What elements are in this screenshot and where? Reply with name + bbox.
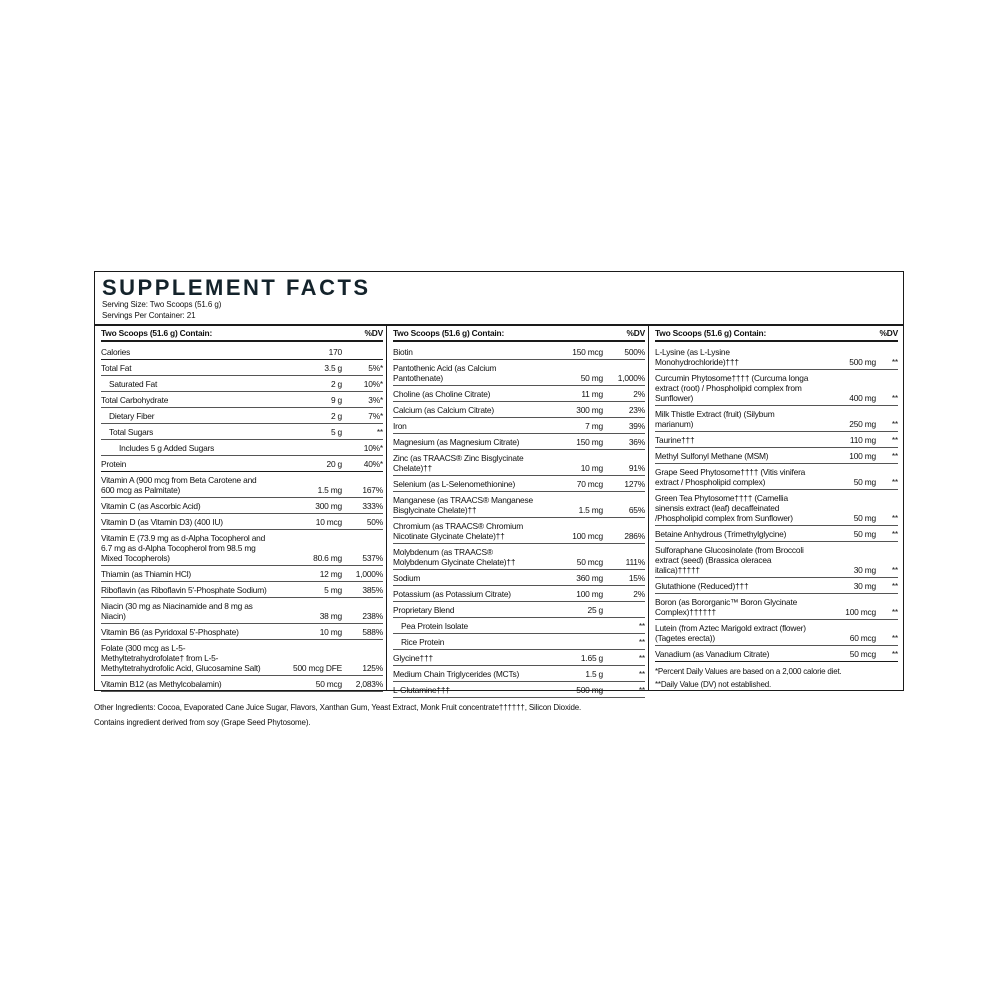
nutrient-name: Pea Protein Isolate	[401, 621, 468, 631]
nutrient-name: Boron (as Bororganic™ Boron Glycinate Complex)††††††	[655, 597, 798, 617]
nutrient-name: Sodium	[393, 573, 421, 583]
nutrient-daily-value: 15%	[628, 573, 645, 583]
footnote: *Percent Daily Values are based on a 2,000 calorie diet.	[655, 667, 842, 676]
nutrient-row	[393, 386, 645, 402]
nutrient-name: Niacin (30 mg as Niacinamide and 8 mg as Niacin)	[101, 601, 253, 621]
nutrient-daily-value: 36%	[628, 437, 645, 447]
nutrient-amount: 1.5 g	[585, 669, 603, 679]
nutrient-amount: 80.6 mg	[313, 553, 342, 563]
nutrient-row	[101, 440, 383, 456]
nutrient-name: Folate (300 mcg as L-5-Methyltetrahydrofolate† from L-5-Methyltetrahydrofolic Acid, Glucosamine Salt)	[101, 643, 261, 673]
column-header-label: Two Scoops (51.6 g) Contain:	[393, 327, 505, 338]
nutrient-name: Glycine†††	[393, 653, 433, 663]
nutrient-daily-value: 2%	[633, 589, 645, 599]
nutrient-row	[101, 624, 383, 640]
nutrient-amount: 3.5 g	[324, 363, 342, 373]
nutrient-row	[101, 472, 383, 498]
nutrient-name: Betaine Anhydrous (Trimethylglycine)	[655, 529, 787, 539]
nutrient-name: Milk Thistle Extract (fruit) (Silybum marianum)	[655, 409, 775, 429]
nutrient-amount: 50 mcg	[849, 649, 876, 659]
nutrient-row	[393, 518, 645, 544]
nutrient-row	[101, 392, 383, 408]
nutrient-row	[393, 344, 645, 360]
nutrient-amount: 100 mg	[576, 589, 603, 599]
nutrient-daily-value: **	[891, 529, 898, 539]
nutrient-amount: 50 mg	[853, 477, 876, 487]
nutrient-amount: 150 mcg	[572, 347, 603, 357]
nutrient-row	[655, 594, 898, 620]
supplement-facts-panel	[94, 271, 904, 695]
nutrient-name: Grape Seed Phytosome†††† (Vitis vinifera extract / Phospholipid complex)	[655, 467, 806, 487]
nutrient-daily-value: 91%	[628, 463, 645, 473]
nutrient-name: Vitamin B6 (as Pyridoxal 5'-Phosphate)	[101, 627, 239, 637]
nutrient-name: Iron	[393, 421, 407, 431]
nutrient-amount: 10 mg	[319, 627, 342, 637]
nutrient-name: Curcumin Phytosome†††† (Curcuma longa extract (root) / Phospholipid complex from Sunflower)	[655, 373, 809, 403]
nutrient-column-3	[655, 325, 898, 690]
nutrient-amount: 5 mg	[324, 585, 342, 595]
nutrient-row	[101, 566, 383, 582]
nutrient-row	[393, 492, 645, 518]
column-header-label: Two Scoops (51.6 g) Contain:	[655, 327, 767, 338]
nutrient-daily-value: 65%	[628, 505, 645, 515]
other-ingredients-section	[94, 700, 581, 730]
nutrient-name: Magnesium (as Magnesium Citrate)	[393, 437, 520, 447]
nutrient-daily-value: 40%*	[363, 459, 383, 469]
nutrient-amount: 100 mcg	[572, 531, 603, 541]
nutrient-row	[393, 360, 645, 386]
nutrient-amount: 500 mg	[849, 357, 876, 367]
nutrient-amount: 110 mg	[849, 435, 876, 445]
nutrient-row	[393, 634, 645, 650]
nutrient-name: Includes 5 g Added Sugars	[119, 443, 215, 453]
nutrient-row	[655, 464, 898, 490]
nutrient-daily-value: 50%	[366, 517, 383, 527]
nutrient-name: Selenium (as L-Selenomethionine)	[393, 479, 516, 489]
nutrient-amount: 5 g	[330, 427, 342, 437]
nutrient-name: L-Glutamine†††	[393, 685, 450, 695]
nutrient-name: Saturated Fat	[109, 379, 158, 389]
nutrient-daily-value: **	[891, 565, 898, 575]
column-header	[101, 325, 383, 342]
footnotes	[655, 662, 898, 691]
nutrient-name: Lutein (from Aztec Marigold extract (flower) (Tagetes erecta))	[655, 623, 806, 643]
nutrient-name: Biotin	[393, 347, 413, 357]
nutrient-daily-value: **	[891, 393, 898, 403]
nutrient-amount: 9 g	[330, 395, 342, 405]
nutrient-row	[655, 448, 898, 464]
nutrient-name: Total Sugars	[109, 427, 154, 437]
nutrient-amount: 500 mcg DFE	[293, 663, 342, 673]
nutrient-name: Taurine†††	[655, 435, 695, 445]
nutrient-amount: 1.65 g	[580, 653, 603, 663]
nutrient-amount: 300 mg	[576, 405, 603, 415]
nutrient-row	[655, 344, 898, 370]
nutrient-name: Pantothenic Acid (as Calcium Pantothenate)	[393, 363, 497, 383]
nutrient-daily-value: 500%	[624, 347, 645, 357]
nutrient-row	[101, 376, 383, 392]
nutrient-daily-value: **	[638, 637, 645, 647]
nutrient-daily-value: 3%*	[368, 395, 383, 405]
nutrient-name: Calories	[101, 347, 131, 357]
nutrient-daily-value: 2%	[633, 389, 645, 399]
nutrient-row	[101, 514, 383, 530]
nutrient-row	[101, 344, 383, 360]
column-header	[655, 325, 898, 342]
nutrient-amount: 1.5 mg	[578, 505, 603, 515]
nutrient-name: Vitamin A (900 mcg from Beta Carotene and 600 mcg as Palmitate)	[101, 475, 257, 495]
nutrient-amount: 38 mg	[319, 611, 342, 621]
nutrient-name: Vanadium (as Vanadium Citrate)	[655, 649, 770, 659]
nutrient-row	[393, 586, 645, 602]
nutrient-row	[101, 640, 383, 676]
nutrient-row	[655, 432, 898, 448]
nutrient-amount: 30 mg	[853, 565, 876, 575]
column-header-dv: %DV	[879, 327, 898, 338]
nutrient-amount: 250 mg	[849, 419, 876, 429]
nutrient-daily-value: **	[891, 419, 898, 429]
nutrient-row	[655, 578, 898, 594]
nutrient-row	[393, 402, 645, 418]
nutrient-amount: 10 mg	[580, 463, 603, 473]
column-divider	[386, 325, 387, 690]
nutrient-row	[393, 544, 645, 570]
nutrient-name: Manganese (as TRAACS® Manganese Bisglycinate Chelate)††	[393, 495, 533, 515]
nutrient-row	[393, 418, 645, 434]
nutrient-name: Total Fat	[101, 363, 132, 373]
nutrient-amount: 2 g	[330, 411, 342, 421]
nutrient-name: Vitamin B12 (as Methylcobalamin)	[101, 679, 222, 689]
nutrient-daily-value: 10%*	[363, 443, 383, 453]
nutrient-row	[101, 498, 383, 514]
serving-size: Serving Size: Two Scoops (51.6 g)	[102, 300, 222, 309]
nutrient-row	[393, 666, 645, 682]
nutrient-amount: 50 mg	[853, 529, 876, 539]
nutrient-daily-value: **	[891, 435, 898, 445]
nutrient-row	[101, 408, 383, 424]
nutrient-name: Vitamin E (73.9 mg as d-Alpha Tocopherol and 6.7 mg as d-Alpha Tocopherol from 98.5 mg Mixed Tocopherols)	[101, 533, 266, 563]
nutrient-row	[393, 434, 645, 450]
nutrient-row	[101, 598, 383, 624]
nutrient-daily-value: **	[638, 621, 645, 631]
nutrient-row	[101, 456, 383, 472]
nutrient-amount: 400 mg	[849, 393, 876, 403]
column-header-dv: %DV	[364, 327, 383, 338]
nutrient-name: Protein	[101, 459, 127, 469]
nutrient-name: Proprietary Blend	[393, 605, 455, 615]
nutrient-daily-value: **	[891, 649, 898, 659]
nutrient-name: Choline (as Choline Citrate)	[393, 389, 491, 399]
nutrient-daily-value: **	[376, 427, 383, 437]
nutrient-name: Vitamin D (as Vitamin D3) (400 IU)	[101, 517, 223, 527]
nutrient-name: Thiamin (as Thiamin HCl)	[101, 569, 191, 579]
nutrient-daily-value: 7%*	[368, 411, 383, 421]
nutrient-name: Riboflavin (as Riboflavin 5'-Phosphate Sodium)	[101, 585, 267, 595]
nutrient-daily-value: 2,083%	[355, 679, 383, 689]
nutrient-daily-value: **	[891, 357, 898, 367]
nutrient-amount: 25 g	[587, 605, 603, 615]
nutrient-amount: 50 mg	[853, 513, 876, 523]
nutrient-daily-value: 588%	[362, 627, 383, 637]
nutrient-amount: 50 mcg	[315, 679, 342, 689]
column-header-label: Two Scoops (51.6 g) Contain:	[101, 327, 213, 338]
column-header	[393, 325, 645, 342]
nutrient-daily-value: 5%*	[368, 363, 383, 373]
nutrient-amount: 30 mg	[853, 581, 876, 591]
nutrient-daily-value: 127%	[624, 479, 645, 489]
nutrient-row	[655, 526, 898, 542]
nutrient-name: Methyl Sulfonyl Methane (MSM)	[655, 451, 769, 461]
nutrient-amount: 100 mg	[849, 451, 876, 461]
serving-info	[102, 299, 221, 321]
nutrient-row	[655, 490, 898, 526]
nutrient-amount: 360 mg	[576, 573, 603, 583]
nutrient-name: Glutathione (Reduced)†††	[655, 581, 749, 591]
nutrient-name: Calcium (as Calcium Citrate)	[393, 405, 494, 415]
nutrient-amount: 100 mcg	[845, 607, 876, 617]
nutrient-daily-value: 167%	[362, 485, 383, 495]
nutrient-amount: 60 mcg	[849, 633, 876, 643]
column-divider	[648, 325, 649, 690]
nutrient-row	[393, 570, 645, 586]
nutrient-row	[655, 620, 898, 646]
nutrient-row	[393, 650, 645, 666]
servings-per-container: Servings Per Container: 21	[102, 311, 196, 320]
nutrient-amount: 70 mcg	[576, 479, 603, 489]
nutrient-daily-value: 238%	[362, 611, 383, 621]
nutrient-amount: 1.5 mg	[317, 485, 342, 495]
nutrient-daily-value: 10%*	[363, 379, 383, 389]
nutrient-daily-value: 385%	[362, 585, 383, 595]
nutrient-daily-value: 125%	[362, 663, 383, 673]
allergen-statement: Contains ingredient derived from soy (Grape Seed Phytosome).	[94, 718, 311, 727]
nutrient-name: Medium Chain Triglycerides (MCTs)	[393, 669, 520, 679]
nutrient-row	[101, 676, 383, 692]
nutrient-name: Vitamin C (as Ascorbic Acid)	[101, 501, 201, 511]
nutrient-daily-value: **	[891, 451, 898, 461]
nutrient-amount: 50 mcg	[576, 557, 603, 567]
nutrient-amount: 150 mg	[576, 437, 603, 447]
nutrient-row	[393, 682, 645, 698]
nutrient-daily-value: 39%	[628, 421, 645, 431]
nutrient-name: Total Carbohydrate	[101, 395, 169, 405]
nutrient-amount: 7 mg	[585, 421, 603, 431]
nutrient-name: Green Tea Phytosome†††† (Camellia sinensis extract (leaf) decaffeinated /Phospholipid complex from Sunflower)	[655, 493, 793, 523]
nutrient-name: Zinc (as TRAACS® Zinc Bisglycinate Chelate)††	[393, 453, 524, 473]
nutrient-amount: 11 mg	[581, 389, 603, 399]
nutrient-daily-value: **	[891, 581, 898, 591]
nutrient-daily-value: **	[638, 685, 645, 695]
nutrient-amount: 170	[328, 347, 342, 357]
nutrient-row	[393, 602, 645, 618]
nutrient-name: Potassium (as Potassium Citrate)	[393, 589, 511, 599]
nutrient-daily-value: 1,000%	[617, 373, 645, 383]
nutrient-daily-value: **	[638, 669, 645, 679]
nutrient-name: Sulforaphane Glucosinolate (from Broccoli extract (seed) (Brassica oleracea italica)†††††	[655, 545, 804, 575]
nutrient-name: Molybdenum (as TRAACS® Molybdenum Glycinate Chelate)††	[393, 547, 516, 567]
nutrient-row	[655, 542, 898, 578]
nutrient-column-2	[393, 325, 645, 695]
nutrient-amount: 500 mg	[576, 685, 603, 695]
nutrient-row	[655, 406, 898, 432]
footnote: **Daily Value (DV) not established.	[655, 680, 772, 689]
nutrient-name: Chromium (as TRAACS® Chromium Nicotinate Glycinate Chelate)††	[393, 521, 524, 541]
nutrient-amount: 2 g	[330, 379, 342, 389]
column-header-dv: %DV	[626, 327, 645, 338]
nutrient-row	[655, 370, 898, 406]
nutrient-daily-value: 537%	[362, 553, 383, 563]
nutrient-row	[655, 646, 898, 662]
nutrient-row	[101, 582, 383, 598]
nutrient-name: Rice Protein	[401, 637, 445, 647]
other-ingredients: Other Ingredients: Cocoa, Evaporated Cane Juice Sugar, Flavors, Xanthan Gum, Yeast Extract, Monk Fruit concentrate††††††, Silicon Dioxide.	[94, 703, 582, 712]
nutrient-row	[393, 618, 645, 634]
nutrient-amount: 20 g	[326, 459, 342, 469]
nutrient-name: L-Lysine (as L-Lysine Monohydrochloride)†††	[655, 347, 739, 367]
nutrient-row	[393, 476, 645, 492]
nutrient-daily-value: 1,000%	[355, 569, 383, 579]
nutrient-amount: 10 mcg	[315, 517, 342, 527]
nutrient-amount: 300 mg	[315, 501, 342, 511]
nutrient-daily-value: 111%	[625, 557, 645, 567]
nutrient-daily-value: **	[891, 633, 898, 643]
nutrient-row	[101, 530, 383, 566]
nutrient-amount: 12 mg	[319, 569, 342, 579]
nutrient-daily-value: 23%	[628, 405, 645, 415]
nutrient-row	[101, 360, 383, 376]
nutrient-daily-value: **	[891, 513, 898, 523]
nutrient-daily-value: **	[891, 607, 898, 617]
nutrient-amount: 50 mg	[580, 373, 603, 383]
nutrient-column-1	[101, 325, 383, 690]
nutrient-daily-value: 286%	[624, 531, 645, 541]
nutrient-name: Dietary Fiber	[109, 411, 155, 421]
nutrient-row	[101, 424, 383, 440]
panel-title: SUPPLEMENT FACTS	[102, 275, 371, 300]
nutrient-daily-value: **	[891, 477, 898, 487]
nutrient-daily-value: **	[638, 653, 645, 663]
nutrient-row	[393, 450, 645, 476]
nutrient-daily-value: 333%	[362, 501, 383, 511]
